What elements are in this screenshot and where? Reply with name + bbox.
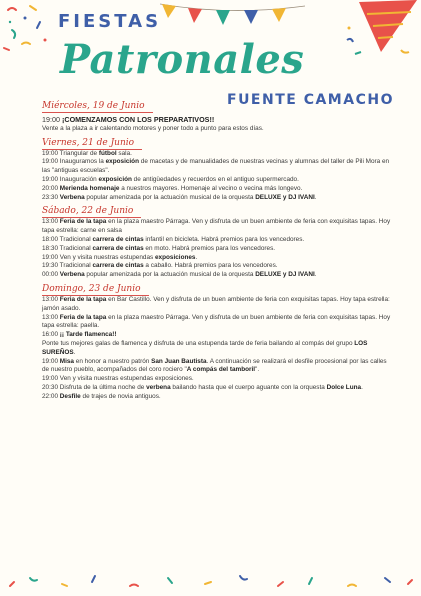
event-text: infantil en bicicleta. Habrá premios para los vencedores. bbox=[143, 235, 305, 243]
event-highlight: Misa bbox=[59, 357, 74, 365]
event-item bbox=[42, 150, 392, 159]
event-text: de macetas y de manualidades de nuestras vecinas y alumnas del taller de Pili Mora en las "antiguas escuelas". bbox=[42, 158, 390, 175]
event-text: . bbox=[314, 193, 317, 201]
event-text: Tradicional bbox=[59, 244, 93, 252]
event-highlight: Merienda homenaje bbox=[59, 184, 120, 192]
event-time: 13:00 bbox=[42, 295, 58, 303]
event-text: ". bbox=[255, 366, 260, 374]
confetti-top-left bbox=[0, 0, 60, 60]
event-text: ¡COMENZAMOS CON LOS PREPARATIVOS!! bbox=[62, 115, 215, 124]
event-text: en moto. Habrá premios para los vencedores. bbox=[143, 244, 276, 252]
day-title: Domingo, 23 de Junio bbox=[42, 284, 149, 296]
event-text: en honor a nuestro patrón bbox=[74, 357, 152, 365]
event-highlight: San Juan Bautista bbox=[151, 357, 207, 365]
event-time: 18:30 bbox=[42, 244, 58, 252]
event-item bbox=[42, 314, 392, 332]
event-highlight: DELUXE y DJ IVANI bbox=[255, 193, 315, 201]
event-item bbox=[42, 262, 392, 271]
event-text: Disfruta de la última noche de bbox=[59, 383, 147, 391]
event-highlight: Verbena bbox=[59, 271, 85, 279]
event-time: 20:00 bbox=[42, 184, 58, 192]
event-text: Ven y visita nuestras estupendas bbox=[59, 253, 155, 261]
event-item bbox=[42, 375, 392, 384]
event-item bbox=[42, 158, 392, 176]
event-text: Tradicional bbox=[59, 262, 93, 270]
event-text: en la plaza maestro Párraga. Ven y disfruta de un buen ambiente de feria con exquisitas tapas. Hoy tapa estrella: carne en salsa bbox=[42, 218, 391, 235]
event-highlight: Desfile bbox=[59, 392, 81, 400]
event-highlight: exposición bbox=[98, 175, 132, 183]
event-time: 13:00 bbox=[42, 218, 58, 226]
event-time: 19:00 bbox=[42, 357, 58, 365]
event-highlight: exposición bbox=[105, 158, 139, 166]
event-item bbox=[42, 393, 392, 402]
event-highlight: A compás del tamboril bbox=[186, 366, 256, 374]
event-highlight: LOS SUREÑOS bbox=[42, 339, 368, 356]
header-fuente-camacho: FUENTE CAMACHO bbox=[227, 92, 394, 108]
day-section bbox=[42, 206, 392, 280]
event-highlight: exposiciones bbox=[155, 253, 196, 261]
event-item bbox=[42, 185, 392, 194]
day-section bbox=[42, 284, 392, 402]
event-item bbox=[42, 236, 392, 245]
event-highlight: fútbol bbox=[98, 149, 117, 157]
event-item bbox=[42, 358, 392, 376]
event-text: en la plaza maestro Párraga. Ven y disfruta de un buen ambiente de feria con exquisitas tapas. Hoy tapa estrella: paella. bbox=[42, 313, 391, 330]
party-hat-icon bbox=[341, 0, 421, 60]
event-item bbox=[42, 296, 392, 314]
day-title: Sábado, 22 de Junio bbox=[42, 206, 141, 218]
event-time: 19:00 bbox=[42, 253, 58, 261]
event-time: 19:00 bbox=[42, 149, 58, 157]
event-text: en Bar Castillo. Ven y disfruta de un buen ambiente de feria con exquisitas tapas. Hoy tapa estrella: jamón asado. bbox=[42, 295, 390, 312]
event-item bbox=[42, 194, 392, 203]
event-highlight: verbena bbox=[146, 383, 171, 391]
event-text: popular amenizada por la actuación musical de la orquesta bbox=[84, 193, 256, 201]
event-highlight: carrera de cintas bbox=[92, 262, 144, 270]
program-content bbox=[42, 101, 392, 406]
event-text: Tradicional bbox=[59, 235, 93, 243]
event-text: de trajes de novia antiguos. bbox=[80, 392, 161, 400]
event-text: a caballo. Habrá premios para los vencedores. bbox=[143, 262, 278, 270]
event-text: Triangular de bbox=[59, 149, 99, 157]
event-text: Ponte tus mejores galas de flamenca y disfruta de una estupenda tarde de feria bailando al compás del grupo bbox=[42, 339, 355, 347]
event-text: Inauguramos la bbox=[59, 158, 106, 166]
event-highlight: Feria de la tapa bbox=[59, 295, 107, 303]
event-highlight: carrera de cintas bbox=[92, 244, 144, 252]
header-patronales: Patronales bbox=[60, 36, 305, 83]
event-time: 19:00 bbox=[42, 175, 58, 183]
event-text: . bbox=[314, 271, 317, 279]
event-highlight: Feria de la tapa bbox=[59, 313, 107, 321]
event-text: Vente a la plaza a ir calentando motores y poner todo a punto para estos días. bbox=[42, 124, 264, 132]
event-text: Inauguración bbox=[59, 175, 99, 183]
event-highlight: Verbena bbox=[59, 193, 85, 201]
event-text: Ven y visita nuestras estupendas exposiciones. bbox=[59, 375, 194, 383]
event-time: 16:00 bbox=[42, 331, 58, 339]
day-section bbox=[42, 101, 392, 134]
event-text: sala. bbox=[116, 149, 132, 157]
event-text: . bbox=[73, 348, 76, 356]
event-highlight: carrera de cintas bbox=[92, 235, 144, 243]
event-text: . bbox=[361, 383, 363, 391]
event-highlight: Feria de la tapa bbox=[59, 218, 107, 226]
event-time: 19:00 bbox=[42, 115, 60, 124]
event-highlight: Dolce Luna bbox=[326, 383, 362, 391]
event-time: 20:30 bbox=[42, 383, 58, 391]
day-title: Miércoles, 19 de Junio bbox=[42, 101, 153, 113]
event-text: a nuestros mayores. Homenaje al vecino o vecina más longevo. bbox=[119, 184, 303, 192]
event-highlight: DELUXE y DJ IVANI bbox=[255, 271, 315, 279]
event-highlight: ¡¡ Tarde flamenca!! bbox=[59, 331, 117, 339]
event-item bbox=[42, 176, 392, 185]
event-text: popular amenizada por la actuación musical de la orquesta bbox=[84, 271, 256, 279]
event-item bbox=[42, 218, 392, 236]
event-item bbox=[42, 271, 392, 280]
event-time: 19:30 bbox=[42, 262, 58, 270]
event-item bbox=[42, 116, 392, 125]
event-time: 00:00 bbox=[42, 271, 58, 279]
confetti-bottom bbox=[0, 566, 421, 596]
event-time: 19:00 bbox=[42, 375, 58, 383]
event-item bbox=[42, 125, 392, 134]
day-title: Viernes, 21 de Junio bbox=[42, 138, 142, 150]
event-time: 13:00 bbox=[42, 313, 58, 321]
day-section bbox=[42, 138, 392, 203]
event-item bbox=[42, 254, 392, 263]
event-text: bailando hasta que el cuerpo aguante con la orquesta bbox=[170, 383, 327, 391]
event-text: . A continuación se realizará el desfile procesional por las calles de nuestro pueblo, acompañados del coro rociero " bbox=[42, 357, 387, 374]
event-text: . bbox=[195, 253, 198, 261]
event-time: 23:30 bbox=[42, 193, 58, 201]
header-fiestas: FIESTAS bbox=[58, 11, 162, 32]
event-item bbox=[42, 384, 392, 393]
event-time: 18:00 bbox=[42, 235, 58, 243]
event-item bbox=[42, 331, 392, 340]
event-item bbox=[42, 340, 392, 358]
event-time: 19:00 bbox=[42, 158, 58, 166]
event-text: de antigüedades y recuerdos en el antiguo supermercado. bbox=[131, 175, 299, 183]
bunting-flags bbox=[160, 0, 360, 34]
event-item bbox=[42, 245, 392, 254]
event-time: 22:00 bbox=[42, 392, 58, 400]
